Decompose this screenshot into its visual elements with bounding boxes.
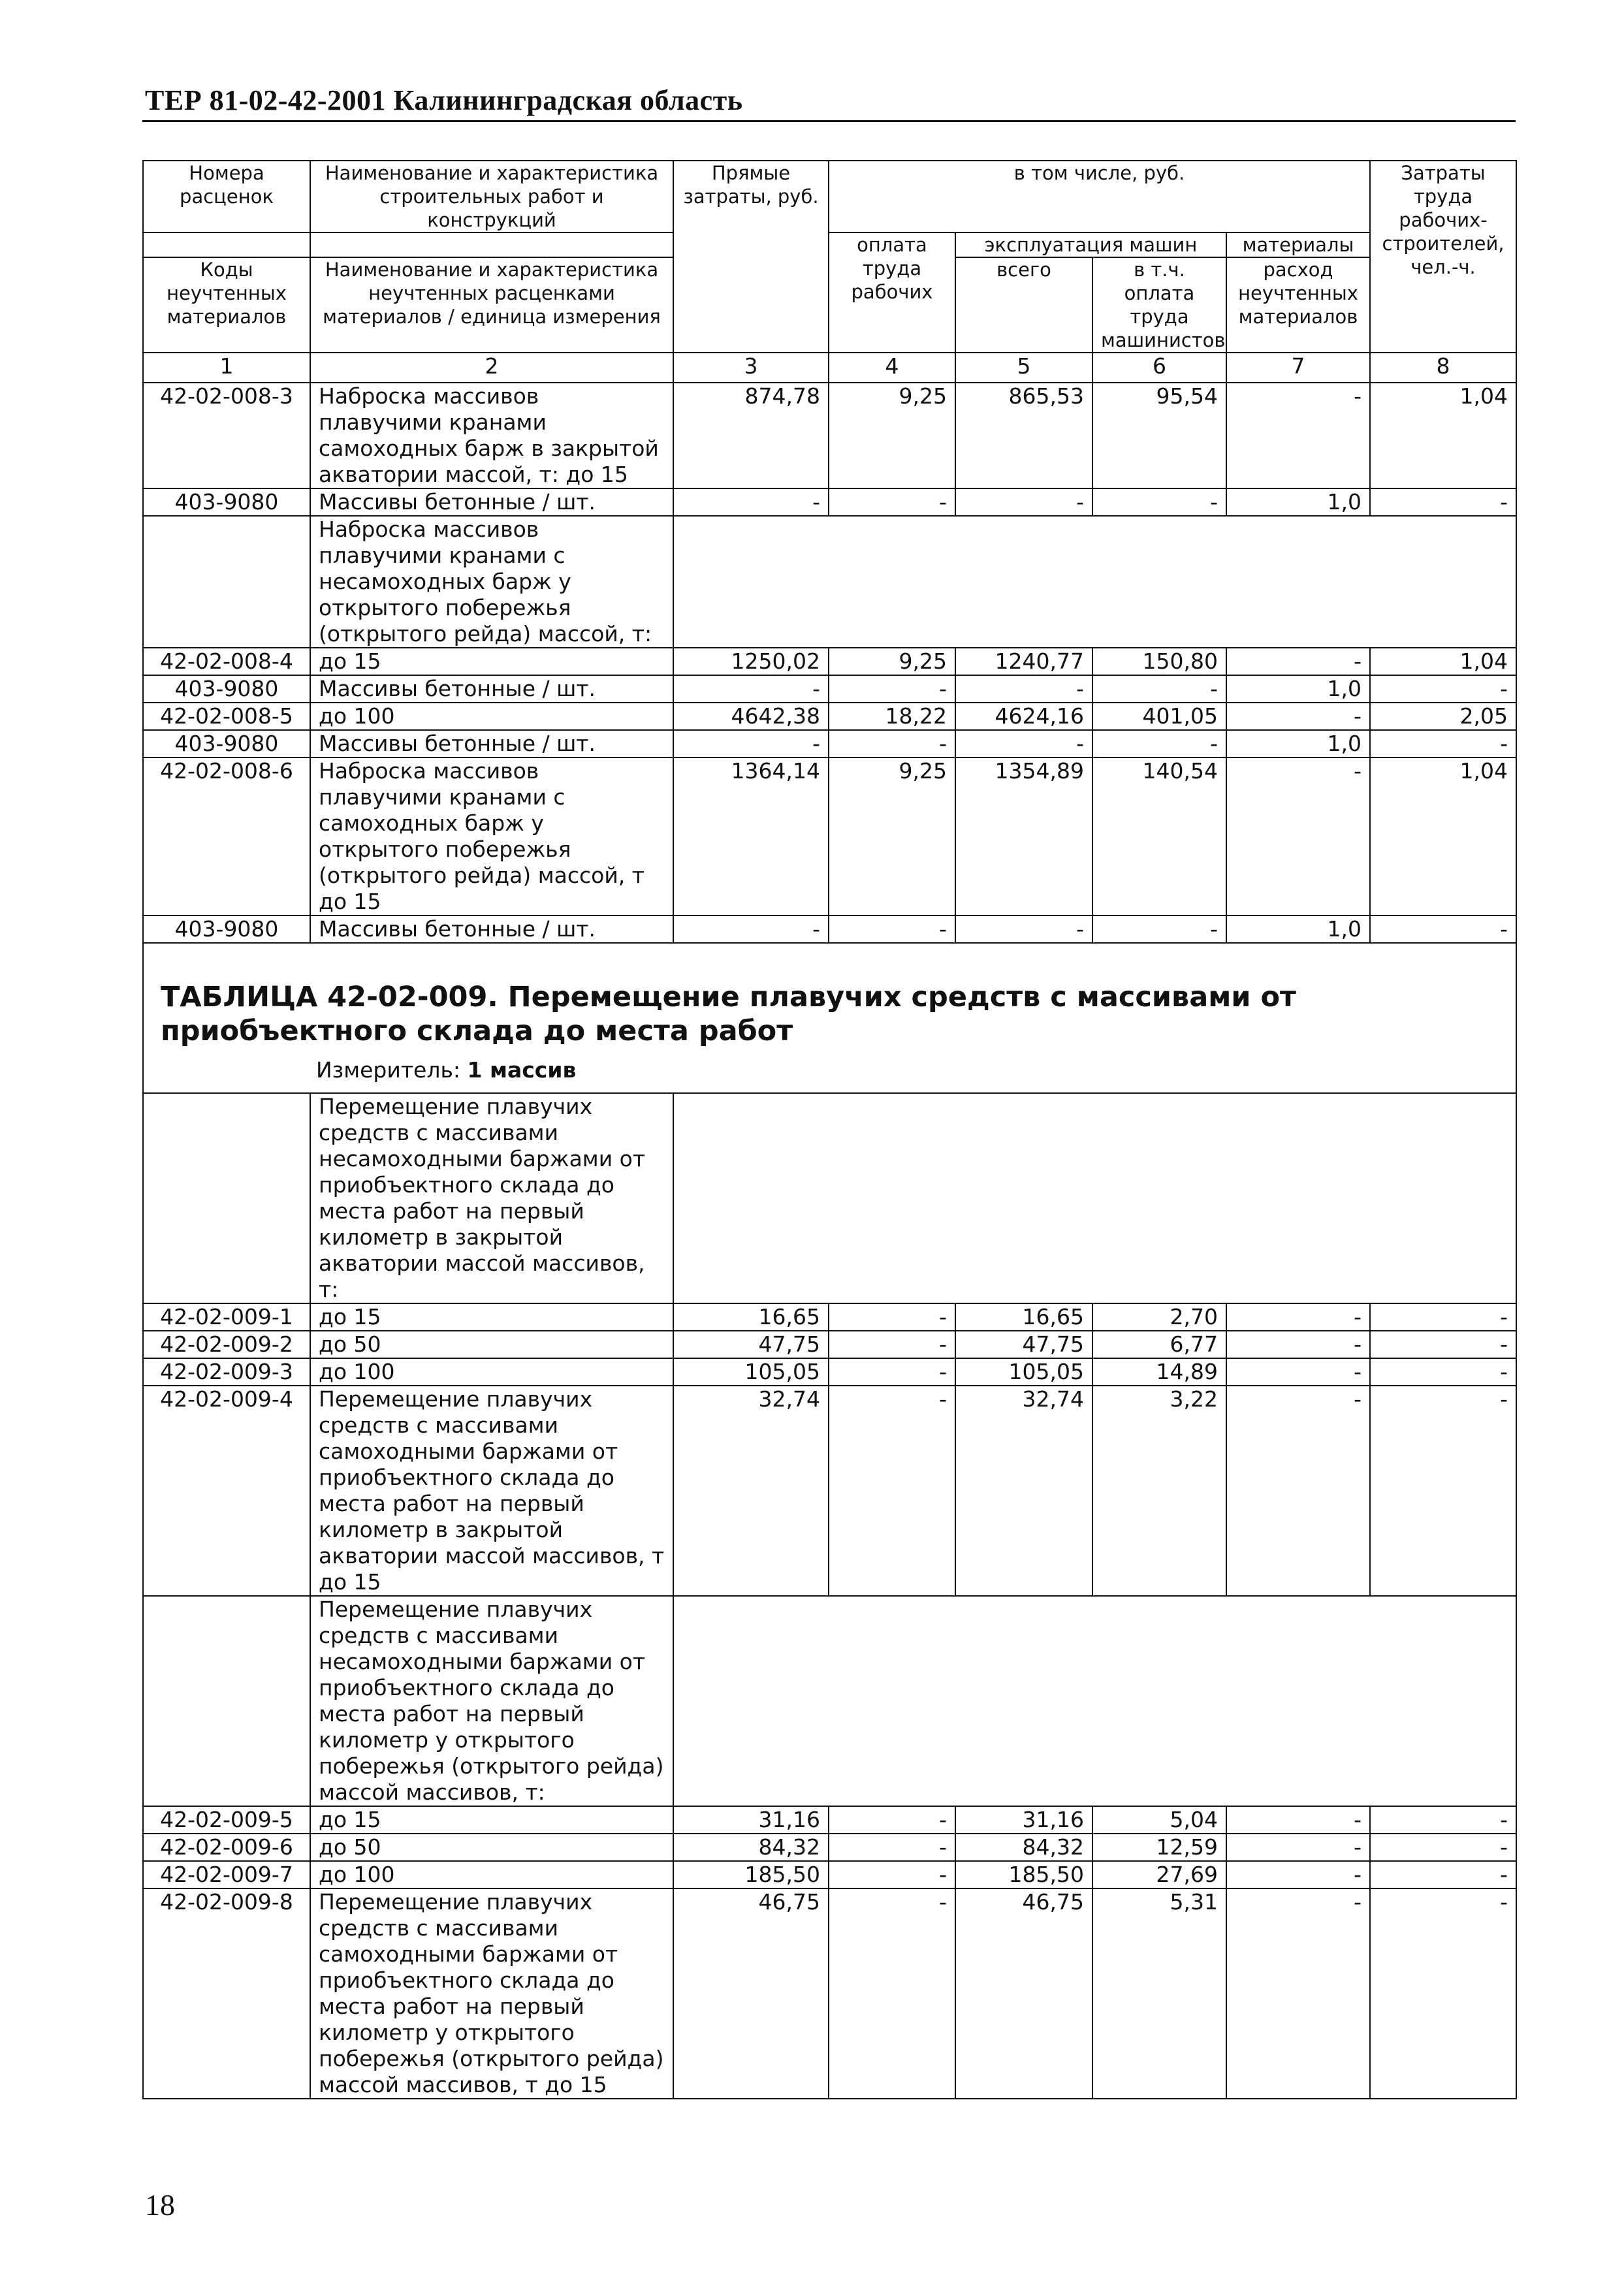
col-machine-op: эксплуатация машин (955, 232, 1226, 257)
value-cell: - (1226, 1834, 1370, 1861)
value-cell: - (1370, 1888, 1516, 2099)
material-row (143, 675, 1516, 703)
value-cell: - (673, 915, 829, 943)
value-cell: 5,04 (1092, 1806, 1226, 1834)
value-cell: - (1092, 488, 1226, 516)
material-name: Массивы бетонные / шт. (310, 730, 673, 757)
value-cell: - (1092, 915, 1226, 943)
value-cell: 105,05 (955, 1358, 1092, 1386)
value-cell: 84,32 (673, 1834, 829, 1861)
value-cell: - (829, 1806, 955, 1834)
group-heading-spacer (673, 516, 1516, 648)
value-cell: 32,74 (673, 1386, 829, 1596)
table-row (143, 757, 1516, 915)
column-number: 5 (955, 353, 1092, 383)
value-cell: - (829, 730, 955, 757)
rate-name: до 50 (310, 1834, 673, 1861)
value-cell: 16,65 (673, 1303, 829, 1331)
table-row (143, 383, 1516, 488)
rate-code: 42-02-009-5 (143, 1806, 310, 1834)
value-cell: 31,16 (673, 1806, 829, 1834)
rate-name: до 100 (310, 703, 673, 730)
value-cell: - (1226, 757, 1370, 915)
header-rule (142, 120, 1516, 122)
col-labor-pay: оплата труда рабочих (829, 232, 955, 353)
table-row (143, 1386, 1516, 1596)
value-cell: - (1370, 1861, 1516, 1888)
value-cell: - (829, 1386, 955, 1596)
value-cell: - (829, 915, 955, 943)
value-cell: - (829, 1358, 955, 1386)
page-header-title: ТЕР 81-02-42-2001 Калининградская область (145, 84, 743, 116)
table-row (143, 1303, 1516, 1331)
value-cell: - (829, 675, 955, 703)
group-heading-row (143, 1596, 1516, 1806)
header-row-2 (143, 232, 1516, 257)
group-heading: Перемещение плавучих средств с массивами несамоходными баржами от приобъектного склада до места работ на первый километр в закрытой акватории массой массивов, т: (310, 1093, 673, 1303)
col-direct-cost: Прямые затраты, руб. (673, 161, 829, 353)
value-cell: 1,0 (1226, 915, 1370, 943)
value-cell: 46,75 (673, 1888, 829, 2099)
rate-code: 42-02-009-4 (143, 1386, 310, 1596)
value-cell: 47,75 (955, 1331, 1092, 1358)
value-cell: 95,54 (1092, 383, 1226, 488)
value-cell: 9,25 (829, 648, 955, 675)
rate-name: до 100 (310, 1358, 673, 1386)
rate-name: до 50 (310, 1331, 673, 1358)
header-spacer (310, 232, 673, 257)
value-cell: - (1226, 1358, 1370, 1386)
table-row (143, 1888, 1516, 2099)
empty-code-cell (143, 1596, 310, 1806)
rate-code: 42-02-008-4 (143, 648, 310, 675)
value-cell: - (1370, 1331, 1516, 1358)
value-cell: 2,05 (1370, 703, 1516, 730)
material-name: Массивы бетонные / шт. (310, 675, 673, 703)
value-cell: 47,75 (673, 1331, 829, 1358)
column-number: 3 (673, 353, 829, 383)
column-number: 2 (310, 353, 673, 383)
value-cell: - (1226, 648, 1370, 675)
rate-code: 42-02-008-6 (143, 757, 310, 915)
value-cell: 2,70 (1092, 1303, 1226, 1331)
column-number: 6 (1092, 353, 1226, 383)
value-cell: 12,59 (1092, 1834, 1226, 1861)
value-cell: 5,31 (1092, 1888, 1226, 2099)
col-name-desc: Наименование и характеристика строительных работ и конструкций (310, 161, 673, 232)
material-row (143, 488, 1516, 516)
value-cell: 1,0 (1226, 675, 1370, 703)
value-cell: 9,25 (829, 757, 955, 915)
value-cell: - (1370, 675, 1516, 703)
value-cell: - (955, 488, 1092, 516)
value-cell: 150,80 (1092, 648, 1226, 675)
material-row (143, 915, 1516, 943)
group-heading-spacer (673, 1093, 1516, 1303)
rate-code: 42-02-008-3 (143, 383, 310, 488)
value-cell: - (1370, 1386, 1516, 1596)
value-cell: - (1226, 383, 1370, 488)
column-number: 8 (1370, 353, 1516, 383)
col-machine-total: всего (955, 257, 1092, 353)
value-cell: - (1226, 1331, 1370, 1358)
value-cell: 865,53 (955, 383, 1092, 488)
value-cell: 4642,38 (673, 703, 829, 730)
value-cell: 401,05 (1092, 703, 1226, 730)
value-cell: - (829, 1861, 955, 1888)
value-cell: - (1226, 703, 1370, 730)
value-cell: - (829, 1303, 955, 1331)
group-heading: Перемещение плавучих средств с массивами несамоходными баржами от приобъектного склада до места работ на первый километр у открытого побережья (открытого рейда) массой массивов, т: (310, 1596, 673, 1806)
unit-label: Измеритель: (316, 1057, 461, 1083)
rate-code: 42-02-009-3 (143, 1358, 310, 1386)
value-cell: 1240,77 (955, 648, 1092, 675)
material-code: 403-9080 (143, 488, 310, 516)
value-cell: 16,65 (955, 1303, 1092, 1331)
col-materials-missing: расход неучтенных материалов (1226, 257, 1370, 353)
column-number: 7 (1226, 353, 1370, 383)
value-cell: 105,05 (673, 1358, 829, 1386)
value-cell: - (829, 488, 955, 516)
value-cell: 14,89 (1092, 1358, 1226, 1386)
value-cell: - (955, 730, 1092, 757)
value-cell: - (1370, 488, 1516, 516)
value-cell: 31,16 (955, 1806, 1092, 1834)
column-number: 4 (829, 353, 955, 383)
material-code: 403-9080 (143, 915, 310, 943)
rate-code: 42-02-009-1 (143, 1303, 310, 1331)
value-cell: 3,22 (1092, 1386, 1226, 1596)
group-heading-row (143, 1093, 1516, 1303)
value-cell: 18,22 (829, 703, 955, 730)
value-cell: 46,75 (955, 1888, 1092, 2099)
col-missing-codes: Коды неучтенных материалов (143, 257, 310, 353)
value-cell: 1,04 (1370, 757, 1516, 915)
rate-name: Перемещение плавучих средств с массивами самоходными баржами от приобъектного склада до места работ на первый километр у открытого побережья (открытого рейда) массой массивов, т до 15 (310, 1888, 673, 2099)
table-title-cell (143, 943, 1516, 1093)
value-cell: - (1226, 1386, 1370, 1596)
value-cell: - (1226, 1303, 1370, 1331)
value-cell: - (1226, 1888, 1370, 2099)
value-cell: - (1092, 730, 1226, 757)
rates-table (142, 160, 1517, 2099)
unit-line (144, 1048, 1516, 1087)
value-cell: 6,77 (1092, 1331, 1226, 1358)
empty-code-cell (143, 516, 310, 648)
col-rate-number: Номера расценок (143, 161, 310, 232)
value-cell: - (673, 675, 829, 703)
group-heading-spacer (673, 1596, 1516, 1806)
value-cell: - (1370, 1358, 1516, 1386)
value-cell: - (829, 1888, 955, 2099)
value-cell: 140,54 (1092, 757, 1226, 915)
column-number: 1 (143, 353, 310, 383)
value-cell: 185,50 (955, 1861, 1092, 1888)
value-cell: 1,04 (1370, 383, 1516, 488)
material-row (143, 730, 1516, 757)
rate-name: Наброска массивов плавучими кранами самоходных барж в закрытой акватории массой, т: до 15 (310, 383, 673, 488)
table-title-row (143, 943, 1516, 1093)
rate-name: до 100 (310, 1861, 673, 1888)
rate-name: Наброска массивов плавучими кранами с самоходных барж у открытого побережья (открытого рейда) массой, т до 15 (310, 757, 673, 915)
value-cell: - (829, 1834, 955, 1861)
value-cell: 4624,16 (955, 703, 1092, 730)
empty-code-cell (143, 1093, 310, 1303)
value-cell: - (1226, 1861, 1370, 1888)
value-cell: 185,50 (673, 1861, 829, 1888)
value-cell: - (1370, 1806, 1516, 1834)
value-cell: - (955, 675, 1092, 703)
value-cell: 9,25 (829, 383, 955, 488)
material-code: 403-9080 (143, 675, 310, 703)
value-cell: - (1370, 730, 1516, 757)
value-cell: 32,74 (955, 1386, 1092, 1596)
value-cell: 1354,89 (955, 757, 1092, 915)
header-spacer (143, 232, 310, 257)
value-cell: 1364,14 (673, 757, 829, 915)
col-materials: материалы (1226, 232, 1370, 257)
table-row (143, 648, 1516, 675)
value-cell: - (673, 488, 829, 516)
value-cell: - (1226, 1806, 1370, 1834)
table-row (143, 1861, 1516, 1888)
value-cell: 874,78 (673, 383, 829, 488)
col-name-missing: Наименование и характеристика неучтенных расценками материалов / единица измерения (310, 257, 673, 353)
value-cell: - (1370, 915, 1516, 943)
table-row (143, 1806, 1516, 1834)
table-row (143, 1358, 1516, 1386)
value-cell: - (1092, 675, 1226, 703)
table-row (143, 703, 1516, 730)
value-cell: - (1370, 1303, 1516, 1331)
value-cell: - (955, 915, 1092, 943)
value-cell: 1250,02 (673, 648, 829, 675)
header-row-1 (143, 161, 1516, 232)
value-cell: 1,0 (1226, 730, 1370, 757)
material-name: Массивы бетонные / шт. (310, 915, 673, 943)
value-cell: - (1370, 1834, 1516, 1861)
value-cell: 27,69 (1092, 1861, 1226, 1888)
page-number: 18 (145, 2188, 175, 2221)
value-cell: - (673, 730, 829, 757)
col-machinist-pay: в т.ч. оплата труда машинистов (1092, 257, 1226, 353)
rate-code: 42-02-009-6 (143, 1834, 310, 1861)
value-cell: 1,0 (1226, 488, 1370, 516)
group-heading: Наброска массивов плавучими кранами с несамоходных барж у открытого побережья (открытого рейда) массой, т: (310, 516, 673, 648)
table-row (143, 1834, 1516, 1861)
material-code: 403-9080 (143, 730, 310, 757)
value-cell: 84,32 (955, 1834, 1092, 1861)
rate-name: до 15 (310, 1806, 673, 1834)
rate-code: 42-02-009-8 (143, 1888, 310, 2099)
material-name: Массивы бетонные / шт. (310, 488, 673, 516)
group-heading-row (143, 516, 1516, 648)
rate-code: 42-02-009-7 (143, 1861, 310, 1888)
column-numbers-row (143, 353, 1516, 383)
rate-name: до 15 (310, 648, 673, 675)
rate-name: до 15 (310, 1303, 673, 1331)
col-including: в том числе, руб. (829, 161, 1370, 232)
value-cell: - (829, 1331, 955, 1358)
unit-value: 1 массив (467, 1057, 577, 1083)
rate-code: 42-02-009-2 (143, 1331, 310, 1358)
table-row (143, 1331, 1516, 1358)
value-cell: 1,04 (1370, 648, 1516, 675)
col-labor-hours: Затраты труда рабочих-строителей, чел.-ч. (1370, 161, 1516, 353)
table-title: ТАБЛИЦА 42-02-009. Перемещение плавучих средств с массивами от приобъектного склада до места работ (161, 981, 1296, 1047)
rate-code: 42-02-008-5 (143, 703, 310, 730)
rate-name: Перемещение плавучих средств с массивами самоходными баржами от приобъектного склада до места работ на первый километр в закрытой акватории массой массивов, т до 15 (310, 1386, 673, 1596)
